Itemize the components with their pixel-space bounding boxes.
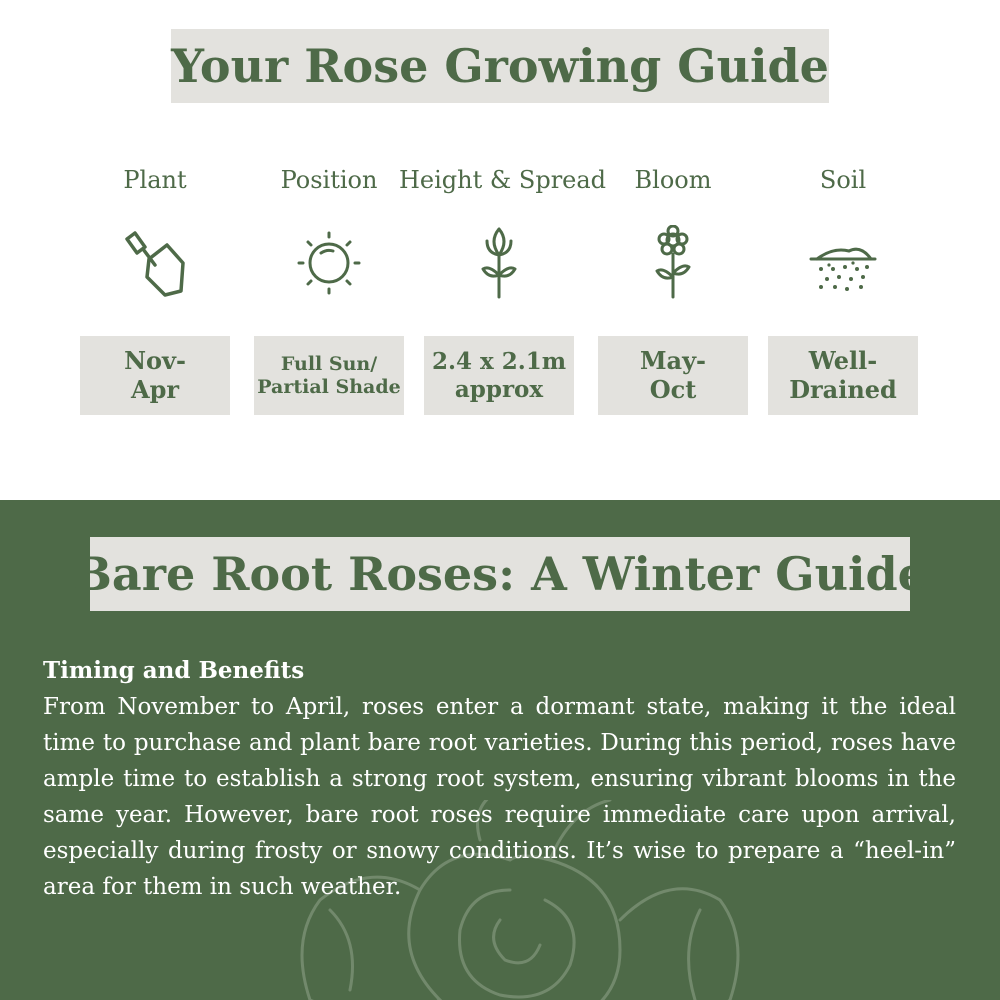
bloom-value-box <box>598 336 748 415</box>
position-value-box <box>254 336 404 415</box>
timing-benefits-heading: Timing and Benefits <box>43 657 305 684</box>
bloom-label: Bloom <box>634 166 712 194</box>
flower-icon <box>633 225 713 305</box>
winter-guide-section <box>0 500 1000 1000</box>
soil-label: Soil <box>819 166 867 194</box>
soil-value-box <box>768 336 918 415</box>
position-value: Full Sun/ Partial Shade <box>257 352 401 398</box>
bloom-value: May- Oct <box>639 345 707 404</box>
soil-value: Well- Drained <box>789 345 897 404</box>
guide-title-banner <box>171 29 829 103</box>
height-spread-value-box <box>424 336 574 415</box>
height-spread-value: 2.4 x 2.1m approx <box>431 347 567 403</box>
soil-icon <box>803 225 883 305</box>
sun-icon <box>289 225 369 305</box>
plant-value-box <box>80 336 230 415</box>
timing-benefits-paragraph: From November to April, roses enter a dormant state, making it the ideal time to purchase and plant bare root varieties. During this period, roses have ample time to establish a strong root system, ensuring vibrant blooms in the same year. However, bare root roses require immediate care upon arrival, especially during frosty or snowy conditions. It’s wise to prepare a “heel-in” area for them in such weather. <box>43 694 956 900</box>
guide-title: Your Rose Growing Guide <box>171 39 829 93</box>
plant-value: Nov- Apr <box>124 345 186 404</box>
height-spread-label: Height & Spread <box>399 166 607 194</box>
winter-title: Bare Root Roses: A Winter Guide <box>73 547 927 601</box>
trowel-icon <box>115 225 195 305</box>
winter-title-banner <box>73 537 927 611</box>
plant-label: Plant <box>123 166 187 194</box>
seedling-icon <box>459 225 539 305</box>
position-label: Position <box>280 166 378 194</box>
